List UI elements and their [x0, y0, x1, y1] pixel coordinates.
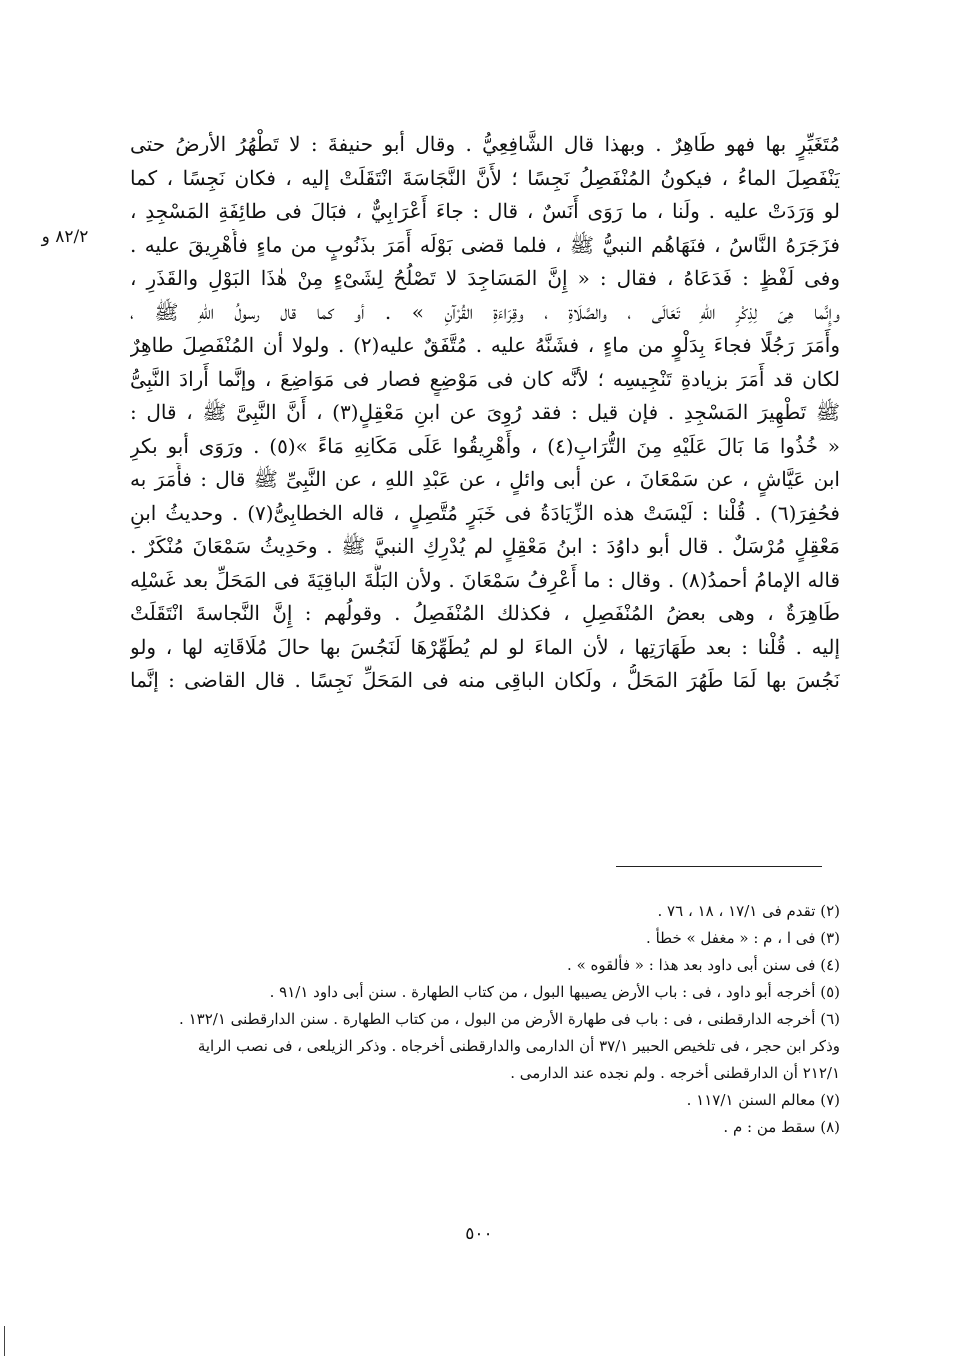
text-line: وفى لَفْظٍ : فَدَعَاهُ ، فقال : « إِنَّ المَسَاجِدَ لا تَصْلُحُ لِشَىْءٍ مِنْ هٰذَا البَوْلِ والقَذَرِ ، [130, 266, 840, 290]
text-line: إليه . قُلْنا : بعد طَهَارَتِها ، لأن الماءَ لو لم يُطَهِّرْهَا لَنَجُسَ بها حالَ مُلَاقَاتِه لها ، ولو [130, 634, 840, 659]
text-line: يَنْفَصِلَ الماءُ ، فيكونُ المُنْفَصِلُ نَجِسًا ؛ لأَنَّ النَّجَاسَةَ انْتَقَلَتْ إليه ، فكان نَجِسًا ، كما [130, 165, 840, 190]
footnote-line: ٢١٢/١ أن الدارقطنى أخرجه . ولم نجده عند الدارمى . [510, 1064, 840, 1082]
scan-edge-mark [4, 1326, 5, 1356]
text-line: لكان قد أَمَرَ بزيادةِ تَنْجِيسِه ؛ لأنَّه كان فى مَوْضِعٍ فصار فى مَوَاضِعَ ، وإنَّما أَرادَ النَّبِىُّ [130, 366, 840, 391]
text-line: مُتَغَيِّرٍ بها فهو طَاهِرٌ . وبهذا قال الشَّافِعِيُّ . وقال أبو حنيفةَ : لا تَطْهُرُ الأرضُ حتى [130, 132, 840, 156]
text-line: فزَجَرَهُ النَّاسُ ، فنَهَاهُم النبيُّ ﷺ ، فلما قضى بَوْلَه أَمَرَ بذَنُوبٍ من ماءٍ فأُهْرِيقَ عليه . [130, 232, 840, 257]
text-line: ابن عَيَّاشٍ ، عن سَمْعَانَ ، عن أبى وائلٍ ، عن عَبْدِ اللهِ ، عن النَّبِىِّ ﷺ قال : فأَمَرَ به [130, 467, 840, 491]
text-line: طَاهِرَةٌ ، وهى بعضُ المُنْفَصِلِ ، فكذلك المُنْفَصِلُ . وقولُهم : إِنَّ النَّجاسةَ انْتَقَلَتْ [130, 601, 840, 625]
margin-folio-note: ٨٢/٢ و [41, 227, 89, 247]
page-number: ٥٠٠ [465, 1224, 493, 1244]
footnote-line: (٢) تقدم فى ١٧/١ ، ١٨ ، ٧٦ . [657, 902, 840, 920]
text-line: ﷺ تَطْهِيرَ المَسْجِدِ . فإن قيل : فقد رُوِىَ عن ابنِ مَعْقِلٍ(٣) ، أَنَّ النَّبِىَّ ﷺ ، قال : [130, 400, 840, 424]
main-text [130, 128, 840, 698]
text-line: قاله الإمامُ أحمدُ(٨) . وقال : ما أَعْرِفُ سَمْعَانَ . ولأن البَلَّةَ الباقِيَةَ فى المَحَلِّ بعد غَسْلِه [130, 567, 840, 592]
footnote-line: (٥) أخرجه أبو داود ، فى : باب الأرض يصيبها البول ، من كتاب الطهارة . سنن أبى داود ٩١/١ . [269, 983, 840, 1001]
footnotes [140, 898, 840, 1141]
text-line: وإِنَّما هِىَ لِذِكْرِ اللهِ تَعَالَى ، والصَّلَاةِ ، وقِرَاءَةِ القُرْآنِ » . أو كما قال رسولُ اللهِ ﷺ ، [130, 299, 840, 324]
footnote-line: (٣) فى ا ، م : « مغفل » خطأ . [646, 929, 840, 947]
footnote-line: (٤) فى سنن أبى داود بعد هذا : « فألقوه » . [567, 956, 840, 974]
text-line: « خُذُوا مَا بَالَ عَلَيْهِ مِنَ التُّرَابِ(٤) ، وأَهْرِيقُوا عَلَى مَكَانِهِ مَاءً »(٥) . ورَوَى أبو بكرِ [130, 433, 840, 458]
text-line: لو وَرَدَتْ عليه . ولَنا ، ما رَوَى أَنَسٌ ، قال : جاءَ أَعْرَابِيٌّ ، فبَالَ فى طائِفَةِ المَسْجِدِ ، [130, 199, 840, 223]
text-line: فحُفِرَ(٦) . قُلْنا : لَيْسَتْ هذه الزِّيَادَةُ فى خَبَرٍ مُتَّصِلٍ ، قاله الخطابِىُّ(٧) . وحديثُ ابنِ [130, 500, 840, 525]
footnote-line: (٧) معالم السنن ١١٧/١ . [686, 1091, 840, 1109]
footnote-line: وذكر ابن حجر ، فى تلخيص الحبير ٣٧/١ أن الدارمى والدارقطنى أخرجاه . وذكر الزيلعى ، فى نصب الراية [197, 1037, 840, 1055]
footnote-line: (٦) أخرجه الدارقطنى ، فى : باب فى طهارة الأرض من البول ، من كتاب الطهارة . سنن الدارقطنى ١٣٢/١ . [179, 1010, 840, 1028]
text-line: نَجُسَ بها لَمَا طَهُرَ المَحَلُّ ، ولَكان الباقِى منه فى المَحَلِّ نَجِسًا . قال القاضى : إنَّما [130, 668, 840, 692]
text-line: وأَمَرَ رَجُلًا فجاءَ بِدَلْوٍ من ماءٍ ، فشَنَّهُ عليه . مُتَّفَقٌ عليه(٢) . ولولا أن المُنْفَصِلَ طاهِرٌ [130, 333, 840, 357]
footnote-line: (٨) سقط من : م . [723, 1118, 840, 1136]
footnote-separator-rule [616, 866, 822, 867]
text-line: مَعْقِلٍ مُرْسَلٌ . قال أبو داوُدَ : ابنُ مَعْقِلٍ لم يُدْرِكِ النبيَّ ﷺ . وحَدِيثُ سَمْعَانَ مُنْكَرٌ . [130, 534, 840, 558]
